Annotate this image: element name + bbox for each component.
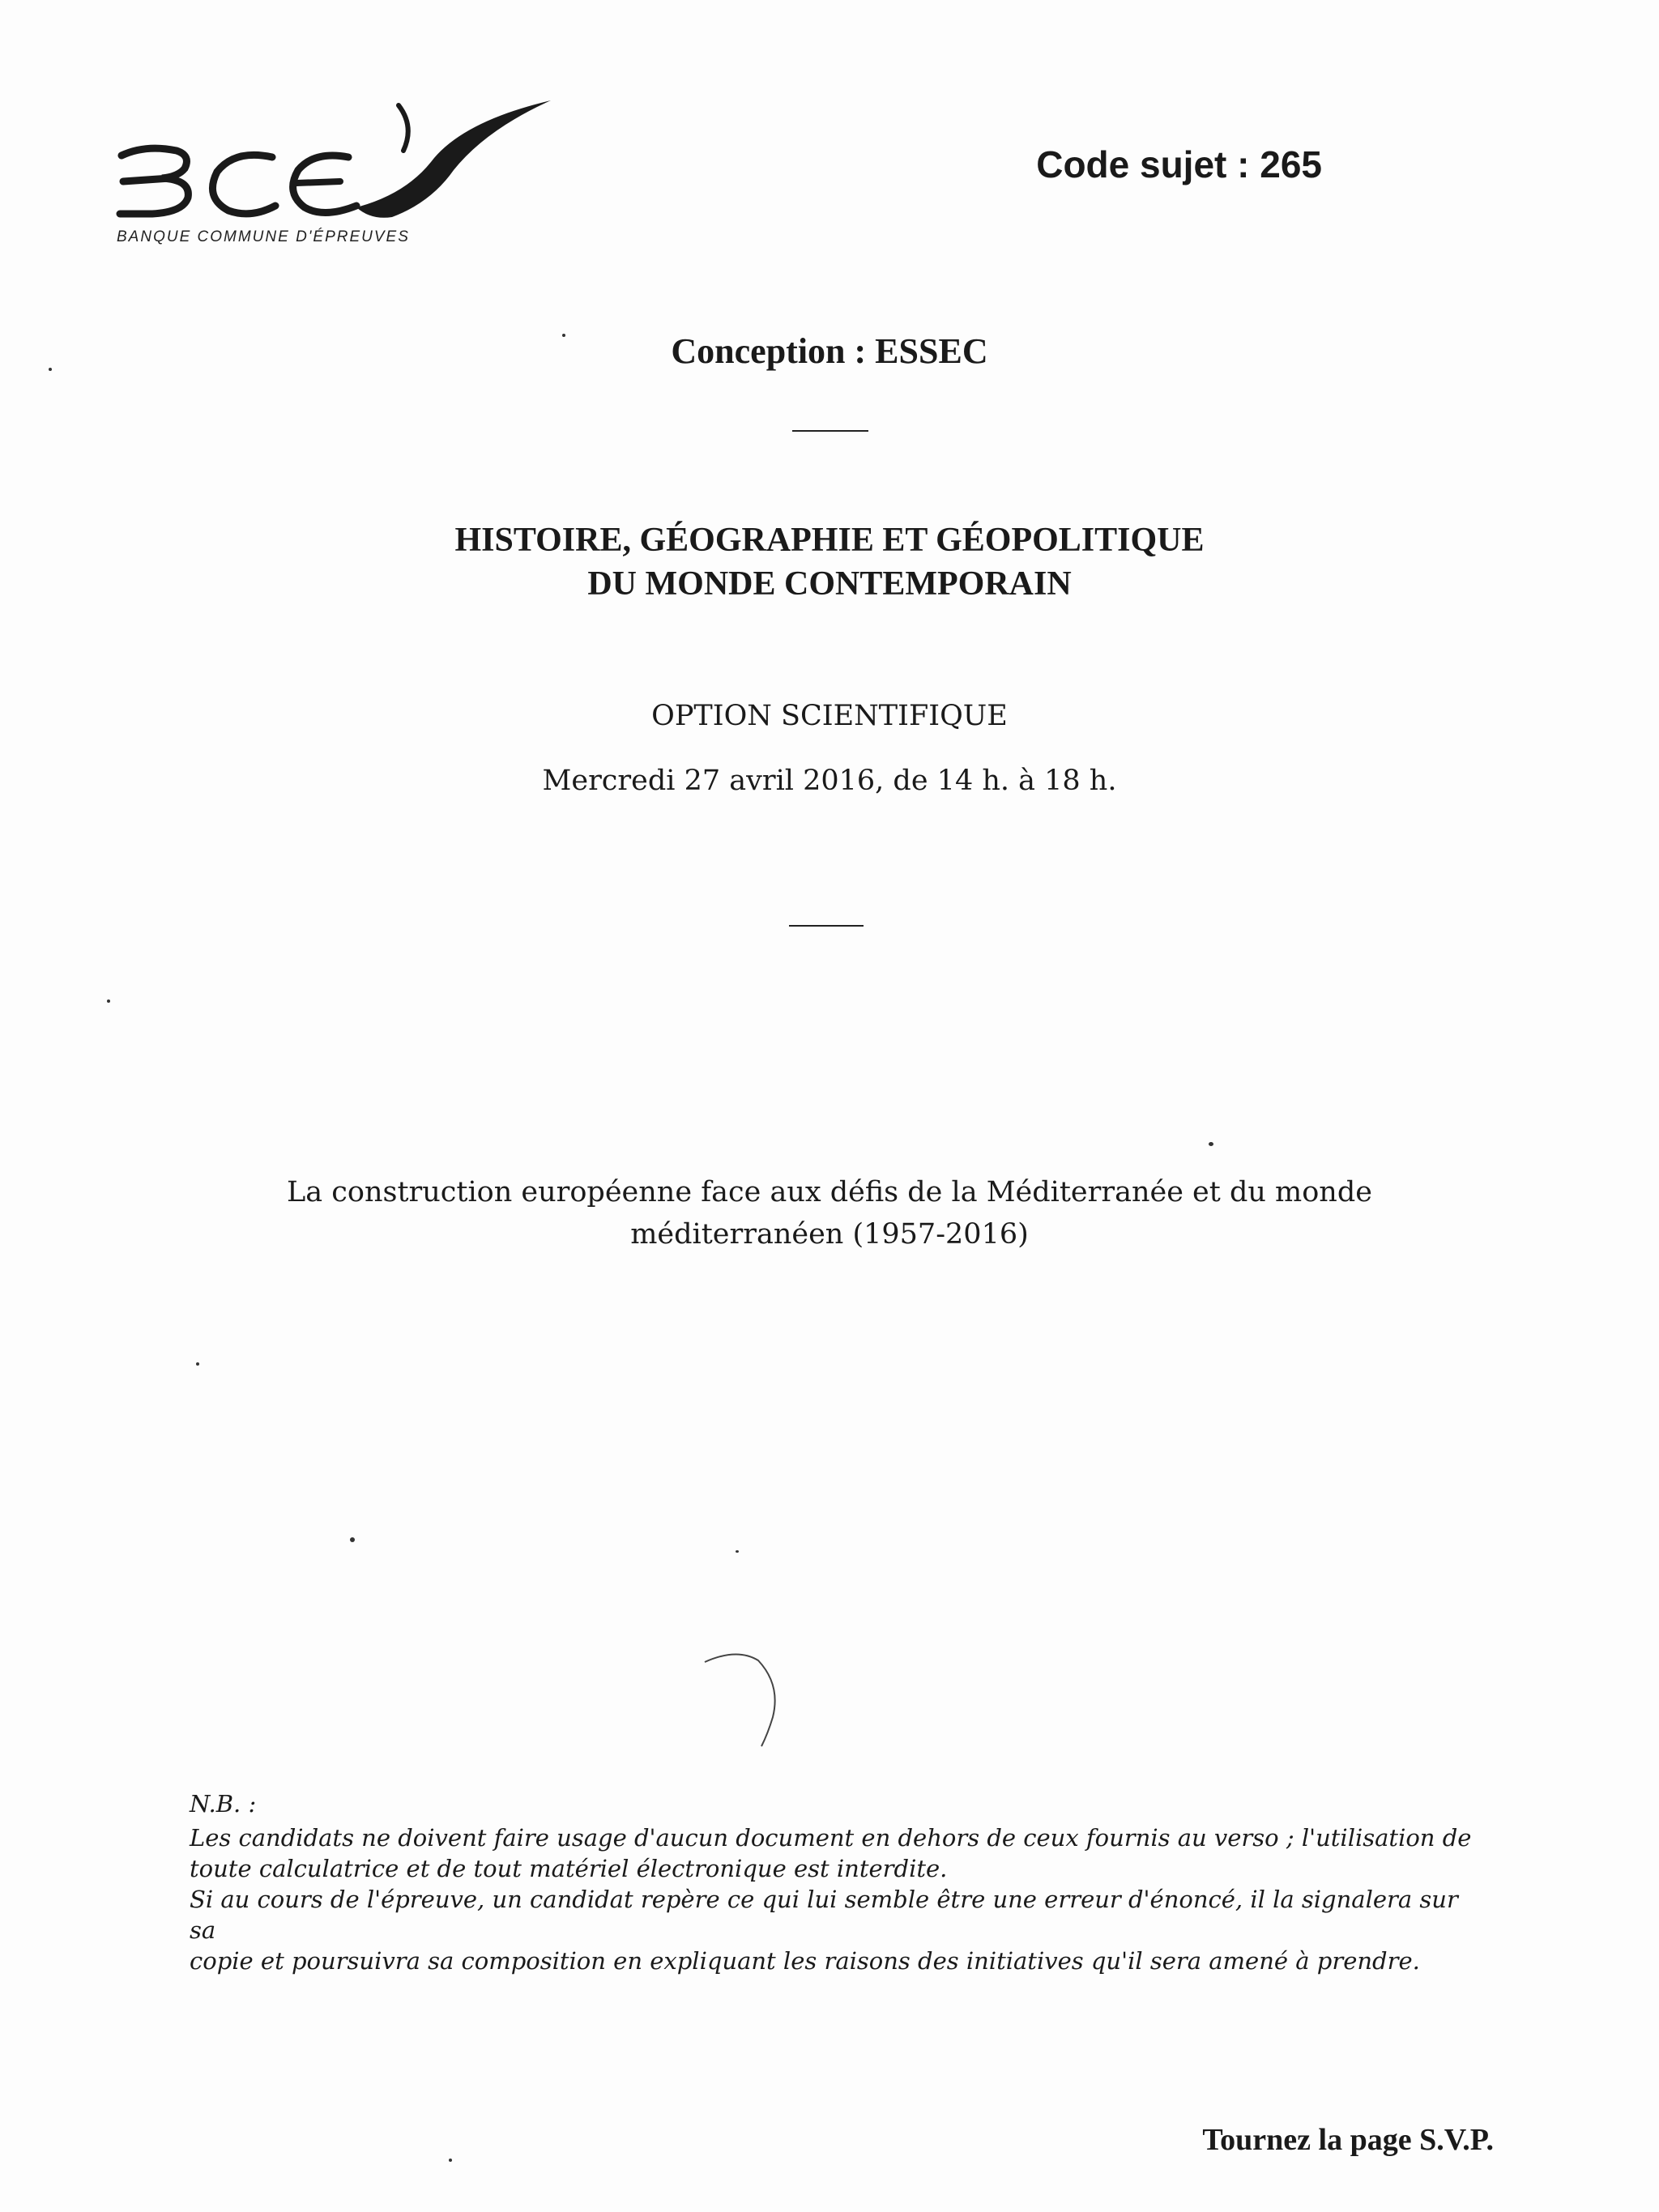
- exam-title-line: DU MONDE CONTEMPORAIN: [587, 565, 1072, 603]
- pen-mark: [697, 1644, 794, 1758]
- exam-title-line: HISTOIRE, GÉOGRAPHIE ET GÉOPOLITIQUE: [454, 522, 1205, 559]
- scan-speck: [1209, 1142, 1213, 1146]
- nb-line: Les candidats ne doivent faire usage d'aucun document en dehors de ceux fournis au verso ; l'utilisation de: [190, 1824, 1472, 1852]
- divider: [792, 430, 868, 432]
- scan-speck: [562, 334, 565, 337]
- turn-page-note: Tournez la page S.V.P.: [1202, 2123, 1494, 2157]
- bce-logo-mark: [113, 97, 567, 235]
- nb-title: N.B. :: [190, 1790, 257, 1818]
- exam-subject-line: méditerranéen (1957-2016): [630, 1218, 1029, 1251]
- logo-caption: BANQUE COMMUNE D'ÉPREUVES: [117, 228, 410, 245]
- divider: [789, 925, 864, 927]
- nb-line: copie et poursuivra sa composition en expliquant les raisons des initiatives qu'il sera amené à prendre.: [190, 1947, 1420, 1975]
- scan-speck: [49, 368, 52, 371]
- exam-subject-line: La construction européenne face aux défis de la Méditerranée et du monde: [287, 1176, 1372, 1208]
- scan-speck: [736, 1550, 739, 1553]
- bce-logo: [113, 97, 567, 259]
- scan-speck: [196, 1362, 199, 1366]
- nb-notice: [190, 1788, 1486, 1976]
- exam-option: OPTION SCIENTIFIQUE: [651, 700, 1008, 732]
- conception-line: Conception : ESSEC: [671, 331, 988, 371]
- scan-speck: [107, 999, 110, 1003]
- exam-title: [0, 518, 1659, 606]
- scan-speck: [449, 2159, 452, 2162]
- nb-line: toute calculatrice et de tout matériel électronique est interdite.: [190, 1855, 948, 1882]
- code-sujet: Code sujet : 265: [1036, 143, 1322, 185]
- scan-speck: [350, 1537, 355, 1542]
- exam-date: Mercredi 27 avril 2016, de 14 h. à 18 h.: [542, 765, 1117, 797]
- nb-line: Si au cours de l'épreuve, un candidat repère ce qui lui semble être une erreur d'énoncé, il la signalera sur sa: [190, 1886, 1458, 1944]
- exam-subject: [0, 1171, 1659, 1255]
